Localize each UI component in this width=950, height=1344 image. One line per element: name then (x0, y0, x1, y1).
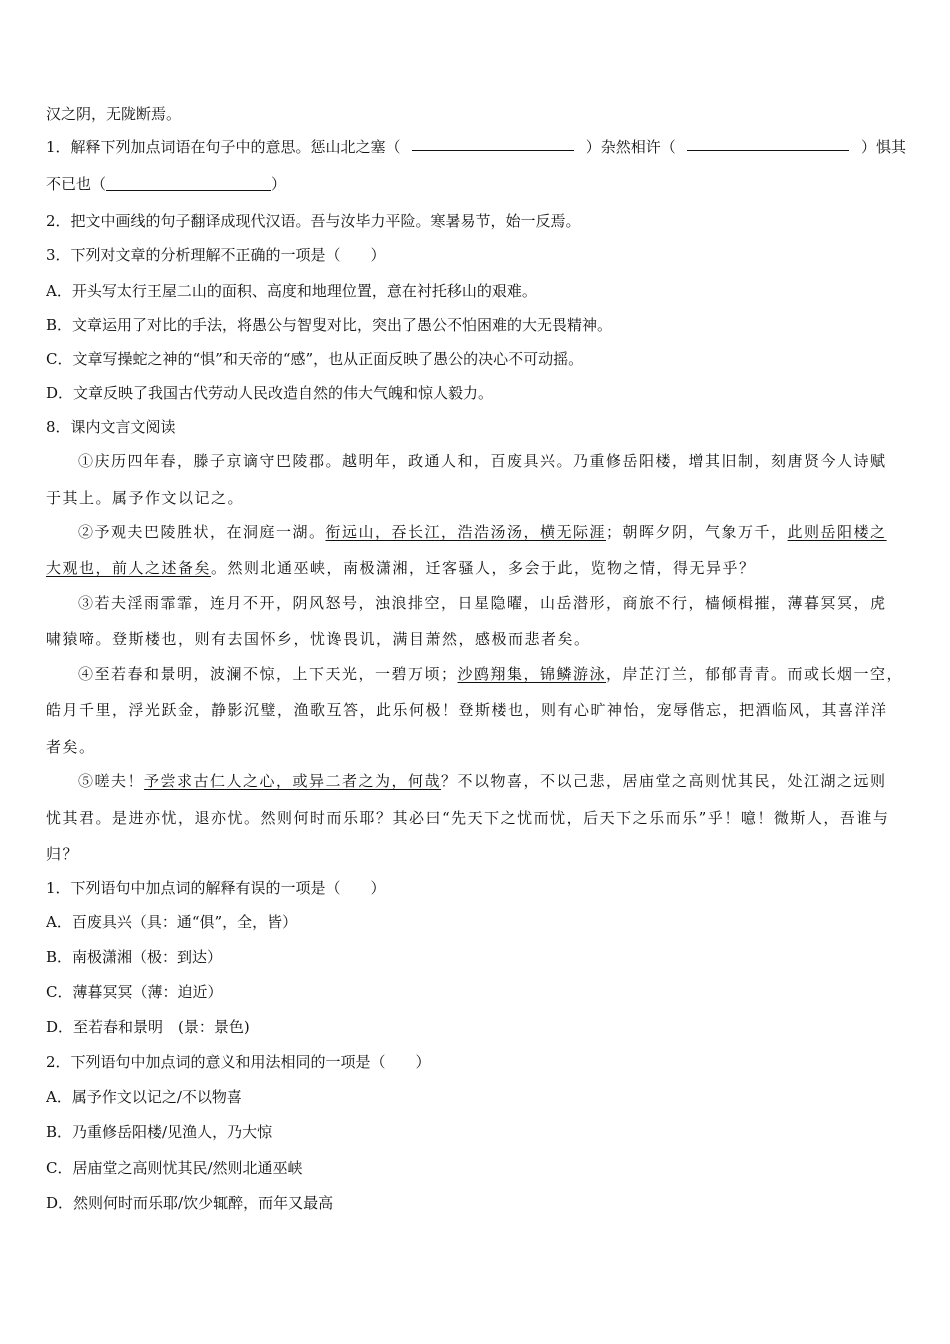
answer-blank-1[interactable] (412, 136, 574, 151)
underlined-sentence-2b: 大观也，前人之述备矣 (46, 559, 212, 577)
passage-p2-text-c: 。然则北通巫峡，南极潇湘，迁客骚人，多会于此，览物之情，得无异乎？ (211, 559, 756, 577)
answer-blank-2[interactable] (687, 136, 849, 151)
question-3-option-a: A．开头写太行王屋二山的面积、高度和地理位置，意在衬托移山的艰难。 (46, 282, 537, 300)
passage-p2-text-a: ②予观夫巴陵胜状，在洞庭一湖。 (78, 523, 326, 541)
s8-question-2-option-a: A．属予作文以记之/不以物喜 (46, 1088, 242, 1106)
underlined-sentence-1: 衔远山，吞长江，浩浩汤汤，横无际涯 (325, 523, 607, 541)
q1-text-part1: 1．解释下列加点词语在句子中的意思。惩山北之塞（ (46, 138, 401, 156)
question-1-line-2 (46, 173, 906, 194)
top-line: 汉之阴，无陇断焉。 (46, 105, 182, 123)
passage-p2-line-2 (46, 557, 906, 578)
passage-p3-line-1: ③若夫淫雨霏霏，连月不开，阴风怒号，浊浪排空，日星隐曜，山岳潜形，商旅不行，樯倾楫摧，薄暮冥冥，虎 (78, 594, 887, 612)
question-1-line-1 (46, 136, 906, 157)
passage-p4-line-3: 者矣。 (46, 738, 96, 756)
passage-p3-line-2: 啸猿啼。登斯楼也，则有去国怀乡，忧谗畏讥，满目萧然，感极而悲者矣。 (46, 630, 591, 648)
passage-p1-line-2: 于其上。属予作文以记之。 (46, 489, 245, 507)
s8-question-2-option-d: D．然则何时而乐耶/饮少辄醉，而年又最高 (46, 1194, 334, 1212)
passage-p2-line-1 (78, 521, 906, 542)
passage-p5-line-2: 忧其君。是进亦忧，退亦忧。然则何时而乐耶？其必曰“先天下之忧而忧，后天下之乐而乐”乎！噫！微斯人，吾谁与 (46, 809, 890, 827)
s8-question-2-option-c: C．居庙堂之高则忧其民/然则北通巫峡 (46, 1159, 303, 1177)
underlined-sentence-3: 沙鸥翔集，锦鳞游泳 (457, 665, 607, 683)
passage-p5-text-b: ？不以物喜，不以己悲，居庙堂之高则忧其民，处江湖之远则 (441, 772, 887, 790)
underlined-sentence-4: 予尝求古仁人之心，或异二者之为，何哉 (144, 772, 442, 790)
answer-blank-3[interactable] (106, 176, 271, 191)
passage-p4-line-1 (78, 663, 906, 684)
question-3-option-b: B．文章运用了对比的手法，将愚公与智叟对比，突出了愚公不怕困难的大无畏精神。 (46, 316, 613, 334)
q1-text-part2: ）杂然相许（ (585, 138, 676, 156)
s8-question-2-stem: 2．下列语句中加点词的意义和用法相同的一项是（ ） (46, 1053, 431, 1071)
passage-p1-line-1: ①庆历四年春，滕子京谪守巴陵郡。越明年，政通人和，百废具兴。乃重修岳阳楼，增其旧制，刻唐贤今人诗赋 (78, 452, 887, 470)
q1-text-part3: ）惧其 (860, 138, 906, 156)
passage-p5-line-3: 归？ (46, 845, 80, 863)
passage-p4-text-b: ，岸芷汀兰，郁郁青青。而或长烟一空， (606, 665, 904, 683)
passage-p2-text-b: ；朝晖夕阴，气象万千， (606, 523, 788, 541)
s8-question-1-stem: 1．下列语句中加点词的解释有误的一项是（ ） (46, 879, 386, 897)
s8-question-1-option-c: C．薄暮冥冥（薄：迫近） (46, 983, 223, 1001)
s8-question-1-option-a: A．百废具兴（具：通“俱”，全，皆） (46, 913, 298, 931)
passage-p5-line-1 (78, 770, 906, 791)
s8-question-1-option-d: D．至若春和景明 (景：景色) (46, 1018, 250, 1036)
underlined-sentence-2a: 此则岳阳楼之 (787, 523, 887, 541)
question-3-option-c: C．文章写操蛇之神的“惧”和天帝的“感”，也从正面反映了愚公的决心不可动摇。 (46, 350, 584, 368)
passage-p4-line-2: 皓月千里，浮光跃金，静影沉璧，渔歌互答，此乐何极！登斯楼也，则有心旷神怡，宠辱偕忘，把酒临风，其喜洋洋 (46, 701, 888, 719)
section-8-heading: 8．课内文言文阅读 (46, 418, 176, 436)
q1-text-part4: 不已也（ (46, 175, 107, 193)
passage-p5-text-a: ⑤嗟夫！ (78, 772, 145, 790)
question-3-option-d: D．文章反映了我国古代劳动人民改造自然的伟大气魄和惊人毅力。 (46, 384, 494, 402)
q1-text-part5: ） (271, 175, 287, 193)
passage-p4-text-a: ④至若春和景明，波澜不惊，上下天光，一碧万顷； (78, 665, 458, 683)
question-3-stem: 3．下列对文章的分析理解不正确的一项是（ ） (46, 246, 386, 264)
s8-question-2-option-b: B．乃重修岳阳楼/见渔人，乃大惊 (46, 1123, 273, 1141)
s8-question-1-option-b: B．南极潇湘（极：到达） (46, 948, 223, 966)
question-2: 2．把文中画线的句子翻译成现代汉语。吾与汝毕力平险。寒暑易节，始一反焉。 (46, 212, 581, 230)
